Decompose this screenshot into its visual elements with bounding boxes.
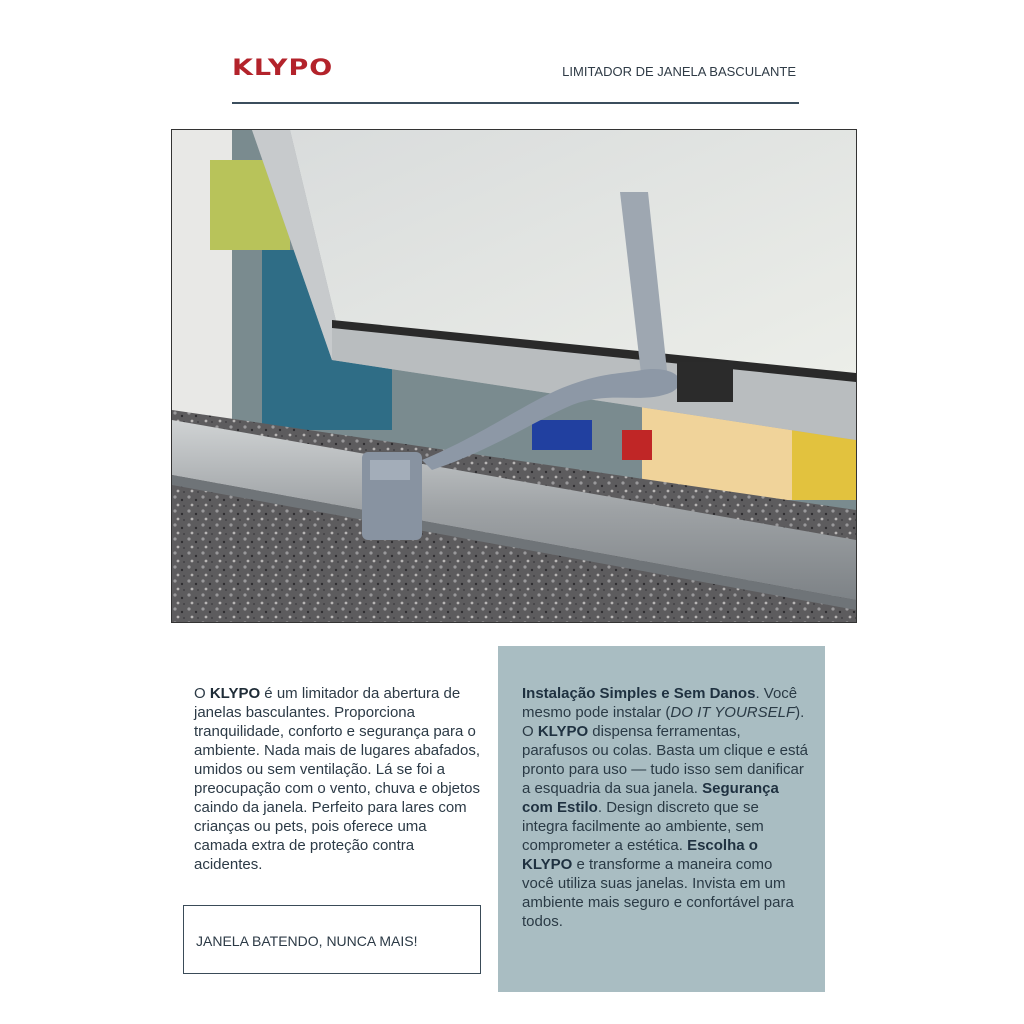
intro-paragraph (194, 684, 484, 874)
details-text-1: . Você mesmo pode instalar ( (522, 685, 798, 721)
header-divider (232, 102, 799, 104)
details-text-3: dispensa ferramentas, parafusos ou colas. Basta um clique e está pronto para uso — tudo isso sem danificar a esquadria da sua janela. (522, 723, 808, 797)
details-panel (498, 646, 825, 992)
intro-text-start: O (194, 685, 210, 702)
details-heading-style: Segurança com Estilo (522, 780, 779, 816)
details-heading-install: Instalação Simples e Sem Danos (522, 685, 756, 702)
intro-brand: KLYPO (209, 685, 261, 702)
details-text-2: ). O (522, 704, 805, 740)
tagline: JANELA BATENDO, NUNCA MAIS! (196, 933, 418, 949)
details-diy: DO IT YOURSELF (670, 704, 796, 721)
product-photo (171, 129, 857, 623)
klypo-logo: KLYPO (232, 55, 334, 81)
details-brand: KLYPO (537, 723, 589, 740)
tagline-box (183, 905, 481, 974)
details-paragraph (522, 684, 808, 931)
product-photo-illustration (172, 130, 856, 622)
details-text-5: e transforme a maneira como você utiliza suas janelas. Invista em um ambiente mais seguro e confortável para todos. (522, 856, 794, 930)
details-heading-choose: Escolha o KLYPO (522, 837, 758, 873)
details-text-4: . Design discreto que se integra facilmente ao ambiente, sem comprometer a estética. (522, 799, 764, 854)
header-title: LIMITADOR DE JANELA BASCULANTE (562, 64, 796, 79)
intro-text-body: é um limitador da abertura de janelas basculantes. Proporciona tranquilidade, conforto e segurança para o ambiente. Nada mais de lugares abafados, umidos ou sem ventilação. Lá se foi a preocupação com o vento, chuva e objetos caindo da janela. Perfeito para lares com crianças ou pets, pois oferece uma camada extra de proteção contra acidentes. (194, 685, 481, 873)
